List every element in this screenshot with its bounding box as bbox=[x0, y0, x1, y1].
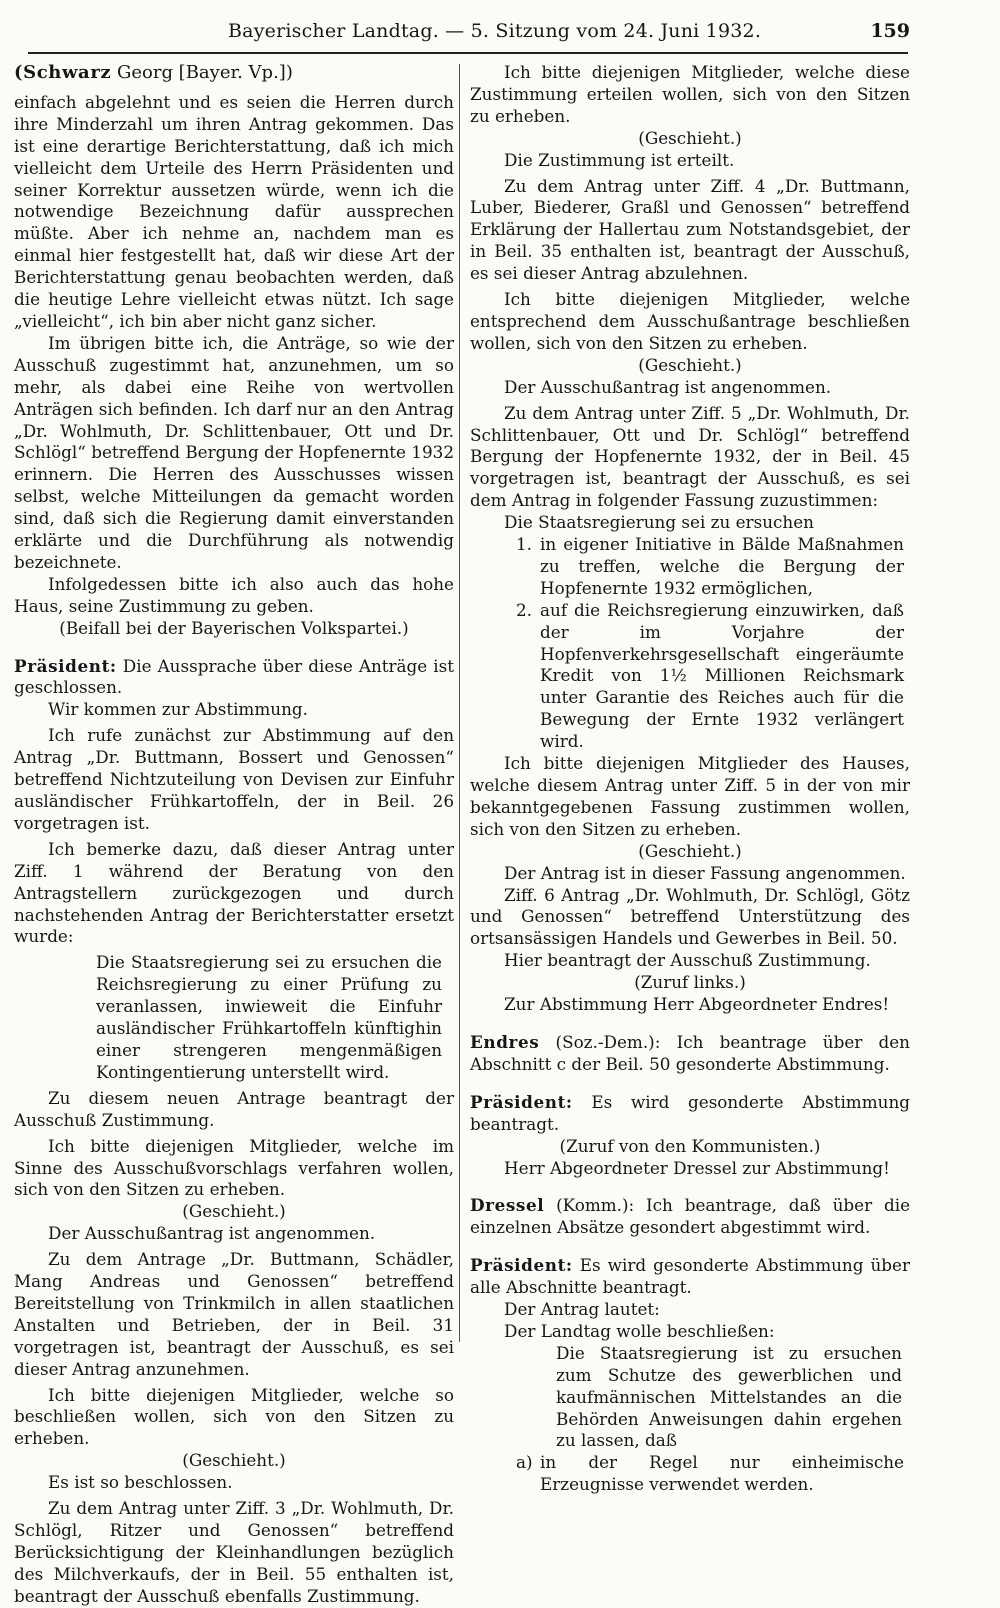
paragraph: Ich bemerke dazu, daß dieser Antrag unter Ziff. 1 während der Beratung von den Antragstellern zurückgezogen und durch nachstehenden Antrag der Berichterstatter ersetzt wurde: bbox=[14, 838, 454, 947]
running-title: Bayerischer Landtag. — 5. Sitzung vom 24. Juni 1932. bbox=[228, 20, 762, 42]
list-item bbox=[470, 600, 910, 753]
speaker-heading bbox=[14, 62, 454, 84]
paragraph: Zu dem Antrage „Dr. Buttmann, Schädler, Mang Andreas und Genossen“ betreffend Bereitstellung von Trinkmilch in allen staatlichen Anstalten und Betrieben, der in Beil. 31 vorgetragen ist, beantragt der Ausschuß, es sei dieser Antrag anzunehmen. bbox=[14, 1249, 454, 1379]
paragraph: Zu dem Antrag unter Ziff. 3 „Dr. Wohlmuth, Dr. Schlögl, Ritzer und Genossen“ betreffend Berücksichtigung der Kleinhandlungen bezüglich des Milchverkaufs, der in Beil. 55 enthalten ist, beantragt der Ausschuß ebenfalls Zustimmung. bbox=[14, 1498, 454, 1606]
motion-list bbox=[470, 534, 910, 753]
speaker-name: Endres bbox=[470, 1031, 540, 1052]
speech-text: Die Aussprache über diese Anträge ist geschlossen. bbox=[14, 655, 454, 698]
left-column bbox=[14, 62, 454, 1608]
interjection: (Beifall bei der Bayerischen Volkspartei.) bbox=[59, 617, 409, 638]
speaker-name: (Schwarz bbox=[14, 62, 112, 83]
right-column bbox=[470, 62, 910, 1496]
speaker-paragraph bbox=[14, 656, 454, 700]
list-item bbox=[470, 534, 910, 600]
speech-text: Es wird gesonderte Abstimmung beantragt. bbox=[470, 1091, 910, 1134]
paragraph: Ich bitte diejenigen Mitglieder, welche so beschließen wollen, sich von den Sitzen zu erheben. bbox=[14, 1384, 454, 1449]
paragraph: Wir kommen zur Abstimmung. bbox=[48, 699, 308, 720]
speaker-paragraph bbox=[470, 1092, 910, 1136]
speaker-name: Präsident: bbox=[470, 1255, 573, 1276]
paragraph: Ziff. 6 Antrag „Dr. Wohlmuth, Dr. Schlögl, Götz und Genossen“ betreffend Unterstützung des ortsansässigen Handels und Gewerbes in Beil. 50. bbox=[470, 884, 910, 949]
quoted-motion: Die Staatsregierung ist zu ersuchen zum Schutze des gewerblichen und kaufmännischen Mittelstandes an die Behörden Anweisungen dahin ergehen zu lassen, daß bbox=[556, 1342, 902, 1451]
speaker-party: Georg [Bayer. Vp.]) bbox=[116, 62, 293, 83]
interjection: (Geschieht.) bbox=[638, 840, 742, 861]
paragraph: Im übrigen bitte ich, die Anträge, so wie der Ausschuß zugestimmt hat, anzunehmen, um so mehr, als dabei eine Reihe von wertvollen Anträgen sich befinden. Ich darf nur an den Antrag „Dr. Wohlmuth, Dr. Schlittenbauer, Ott und Dr. Schlögl“ betreffend Bergung der Hopfenernte 1932 erinnern. Die Herren des Ausschusses wissen selbst, welche Mitteilungen da gemacht worden sind, daß sich die Regierung damit einverstanden erklärte und die Durchführung als notwendig bezeichnete. bbox=[14, 332, 454, 572]
paragraph: Zu dem Antrag unter Ziff. 5 „Dr. Wohlmuth, Dr. Schlittenbauer, Ott und Dr. Schlögl“ betreffend Bergung der Hopfenernte 1932, der in Beil. 45 vorgetragen ist, beantragt der Ausschuß, es sei dem Antrag in folgender Fassung zuzustimmen: bbox=[470, 402, 910, 511]
list-item-text: in eigener Initiative in Bälde Maßnahmen zu treffen, welche die Bergung der Hopfenernte 1932 ermöglichen, bbox=[540, 534, 904, 598]
paragraph: Herr Abgeordneter Dressel zur Abstimmung! bbox=[504, 1157, 890, 1178]
header-rule bbox=[28, 52, 908, 54]
speaker-paragraph bbox=[470, 1032, 910, 1076]
speech-text: (Soz.-Dem.): Ich beantrage über den Abschnitt c der Beil. 50 gesonderte Abstimmung. bbox=[470, 1031, 910, 1074]
paragraph: Ich bitte diejenigen Mitglieder, welche entsprechend dem Ausschußantrage beschließen wollen, sich von den Sitzen zu erheben. bbox=[470, 289, 910, 353]
paragraph: Infolgedessen bitte ich also auch das hohe Haus, seine Zustimmung zu geben. bbox=[14, 573, 454, 616]
speech-text: (Komm.): Ich beantrage, daß über die einzelnen Absätze gesondert abgestimmt wird. bbox=[470, 1195, 910, 1238]
paragraph: Es ist so beschlossen. bbox=[48, 1472, 233, 1493]
speaker-name: Präsident: bbox=[14, 655, 117, 676]
interjection: (Geschieht.) bbox=[638, 354, 742, 375]
paragraph: Der Ausschußantrag ist angenommen. bbox=[48, 1223, 376, 1244]
interjection: (Geschieht.) bbox=[638, 127, 742, 148]
paragraph: Zu dem Antrag unter Ziff. 4 „Dr. Buttmann, Luber, Biederer, Graßl und Genossen“ betreffend Erklärung der Hallertau zum Notstandsgebiet, der in Beil. 35 enthalten ist, beantragt der Ausschuß, es sei dieser Antrag abzulehnen. bbox=[470, 175, 910, 284]
list-item-number: a) bbox=[516, 1452, 533, 1473]
paragraph: Hier beantragt der Ausschuß Zustimmung. bbox=[504, 950, 871, 971]
speaker-paragraph bbox=[470, 1195, 910, 1239]
paragraph: Der Landtag wolle beschließen: bbox=[504, 1320, 775, 1341]
paragraph: einfach abgelehnt und es seien die Herren durch ihre Minderzahl um ihren Antrag gekommen. Das ist eine derartige Berichterstattung, daß ich mich vielleicht dem Urteile des Herrn Präsidenten und seiner Korrektur aussetzen würde, wenn ich die notwendige Bezeichnung dafür aussprechen müßte. Aber ich nehme an, nachdem man es einmal hier festgestellt hat, daß wir diese Art der Berichterstattung genau beobachten werden, daß die heutige Lehre vielleicht etwas nützt. Ich sage „vielleicht“, ich bin aber nicht ganz sicher. bbox=[14, 91, 454, 331]
interjection: (Zuruf links.) bbox=[634, 972, 746, 993]
quoted-motion: Die Staatsregierung sei zu ersuchen die Reichsregierung zu einer Prüfung zu veranlassen, inwieweit die Einfuhr ausländischer Frühkartoffeln künftighin einer strengeren mengenmäßigen Kontingentierung unterstellt wird. bbox=[96, 952, 442, 1082]
motion-list bbox=[470, 1452, 910, 1496]
list-item-number: 1. bbox=[516, 534, 533, 555]
interjection: (Zuruf von den Kommunisten.) bbox=[559, 1135, 821, 1156]
list-item-number: 2. bbox=[516, 599, 533, 620]
speech-text: Es wird gesonderte Abstimmung über alle Abschnitte beantragt. bbox=[470, 1255, 910, 1298]
paragraph: Ich bitte diejenigen Mitglieder des Hauses, welche diesem Antrag unter Ziff. 5 in der von mir bekanntgegebenen Fassung zustimmen wollen, sich von den Sitzen zu erheben. bbox=[470, 753, 910, 839]
paragraph: Ich bitte diejenigen Mitglieder, welche diese Zustimmung erteilen wollen, sich von den Sitzen zu erheben. bbox=[470, 62, 910, 126]
list-item-text: auf die Reichsregierung einzuwirken, daß der im Vorjahre der Hopfenverkehrsgesellschaft eingeräumte Kredit von 1½ Millionen Reichsmark unter Garantie des Reiches auch für die Bewegung der Ernte 1932 verlängert wird. bbox=[540, 599, 904, 752]
speaker-paragraph bbox=[470, 1255, 910, 1299]
paragraph: Der Ausschußantrag ist angenommen. bbox=[504, 376, 832, 397]
interjection: (Geschieht.) bbox=[182, 1201, 286, 1222]
speaker-name: Präsident: bbox=[470, 1091, 573, 1112]
paragraph: Die Zustimmung ist erteilt. bbox=[504, 149, 735, 170]
list-item bbox=[470, 1452, 910, 1496]
paragraph: Der Antrag ist in dieser Fassung angenommen. bbox=[504, 862, 906, 883]
column-divider bbox=[459, 64, 460, 1342]
paragraph: Ich bitte diejenigen Mitglieder, welche im Sinne des Ausschußvorschlags verfahren wollen, sich von den Sitzen zu erheben. bbox=[14, 1135, 454, 1200]
interjection: (Geschieht.) bbox=[182, 1450, 286, 1471]
paragraph: Der Antrag lautet: bbox=[504, 1299, 660, 1320]
page-number: 159 bbox=[870, 20, 910, 42]
list-item-text: in der Regel nur einheimische Erzeugnisse verwendet werden. bbox=[540, 1452, 904, 1495]
paragraph: Zur Abstimmung Herr Abgeordneter Endres! bbox=[504, 994, 890, 1015]
page-header bbox=[28, 14, 908, 54]
speaker-name: Dressel bbox=[470, 1195, 545, 1216]
paragraph: Zu diesem neuen Antrage beantragt der Ausschuß Zustimmung. bbox=[14, 1087, 454, 1130]
quoted-motion: Die Staatsregierung sei zu ersuchen bbox=[504, 512, 814, 533]
paragraph: Ich rufe zunächst zur Abstimmung auf den Antrag „Dr. Buttmann, Bossert und Genossen“ betreffend Nichtzuteilung von Devisen zur Einfuhr ausländischer Frühkartoffeln, der in Beil. 26 vorgetragen ist. bbox=[14, 725, 454, 833]
